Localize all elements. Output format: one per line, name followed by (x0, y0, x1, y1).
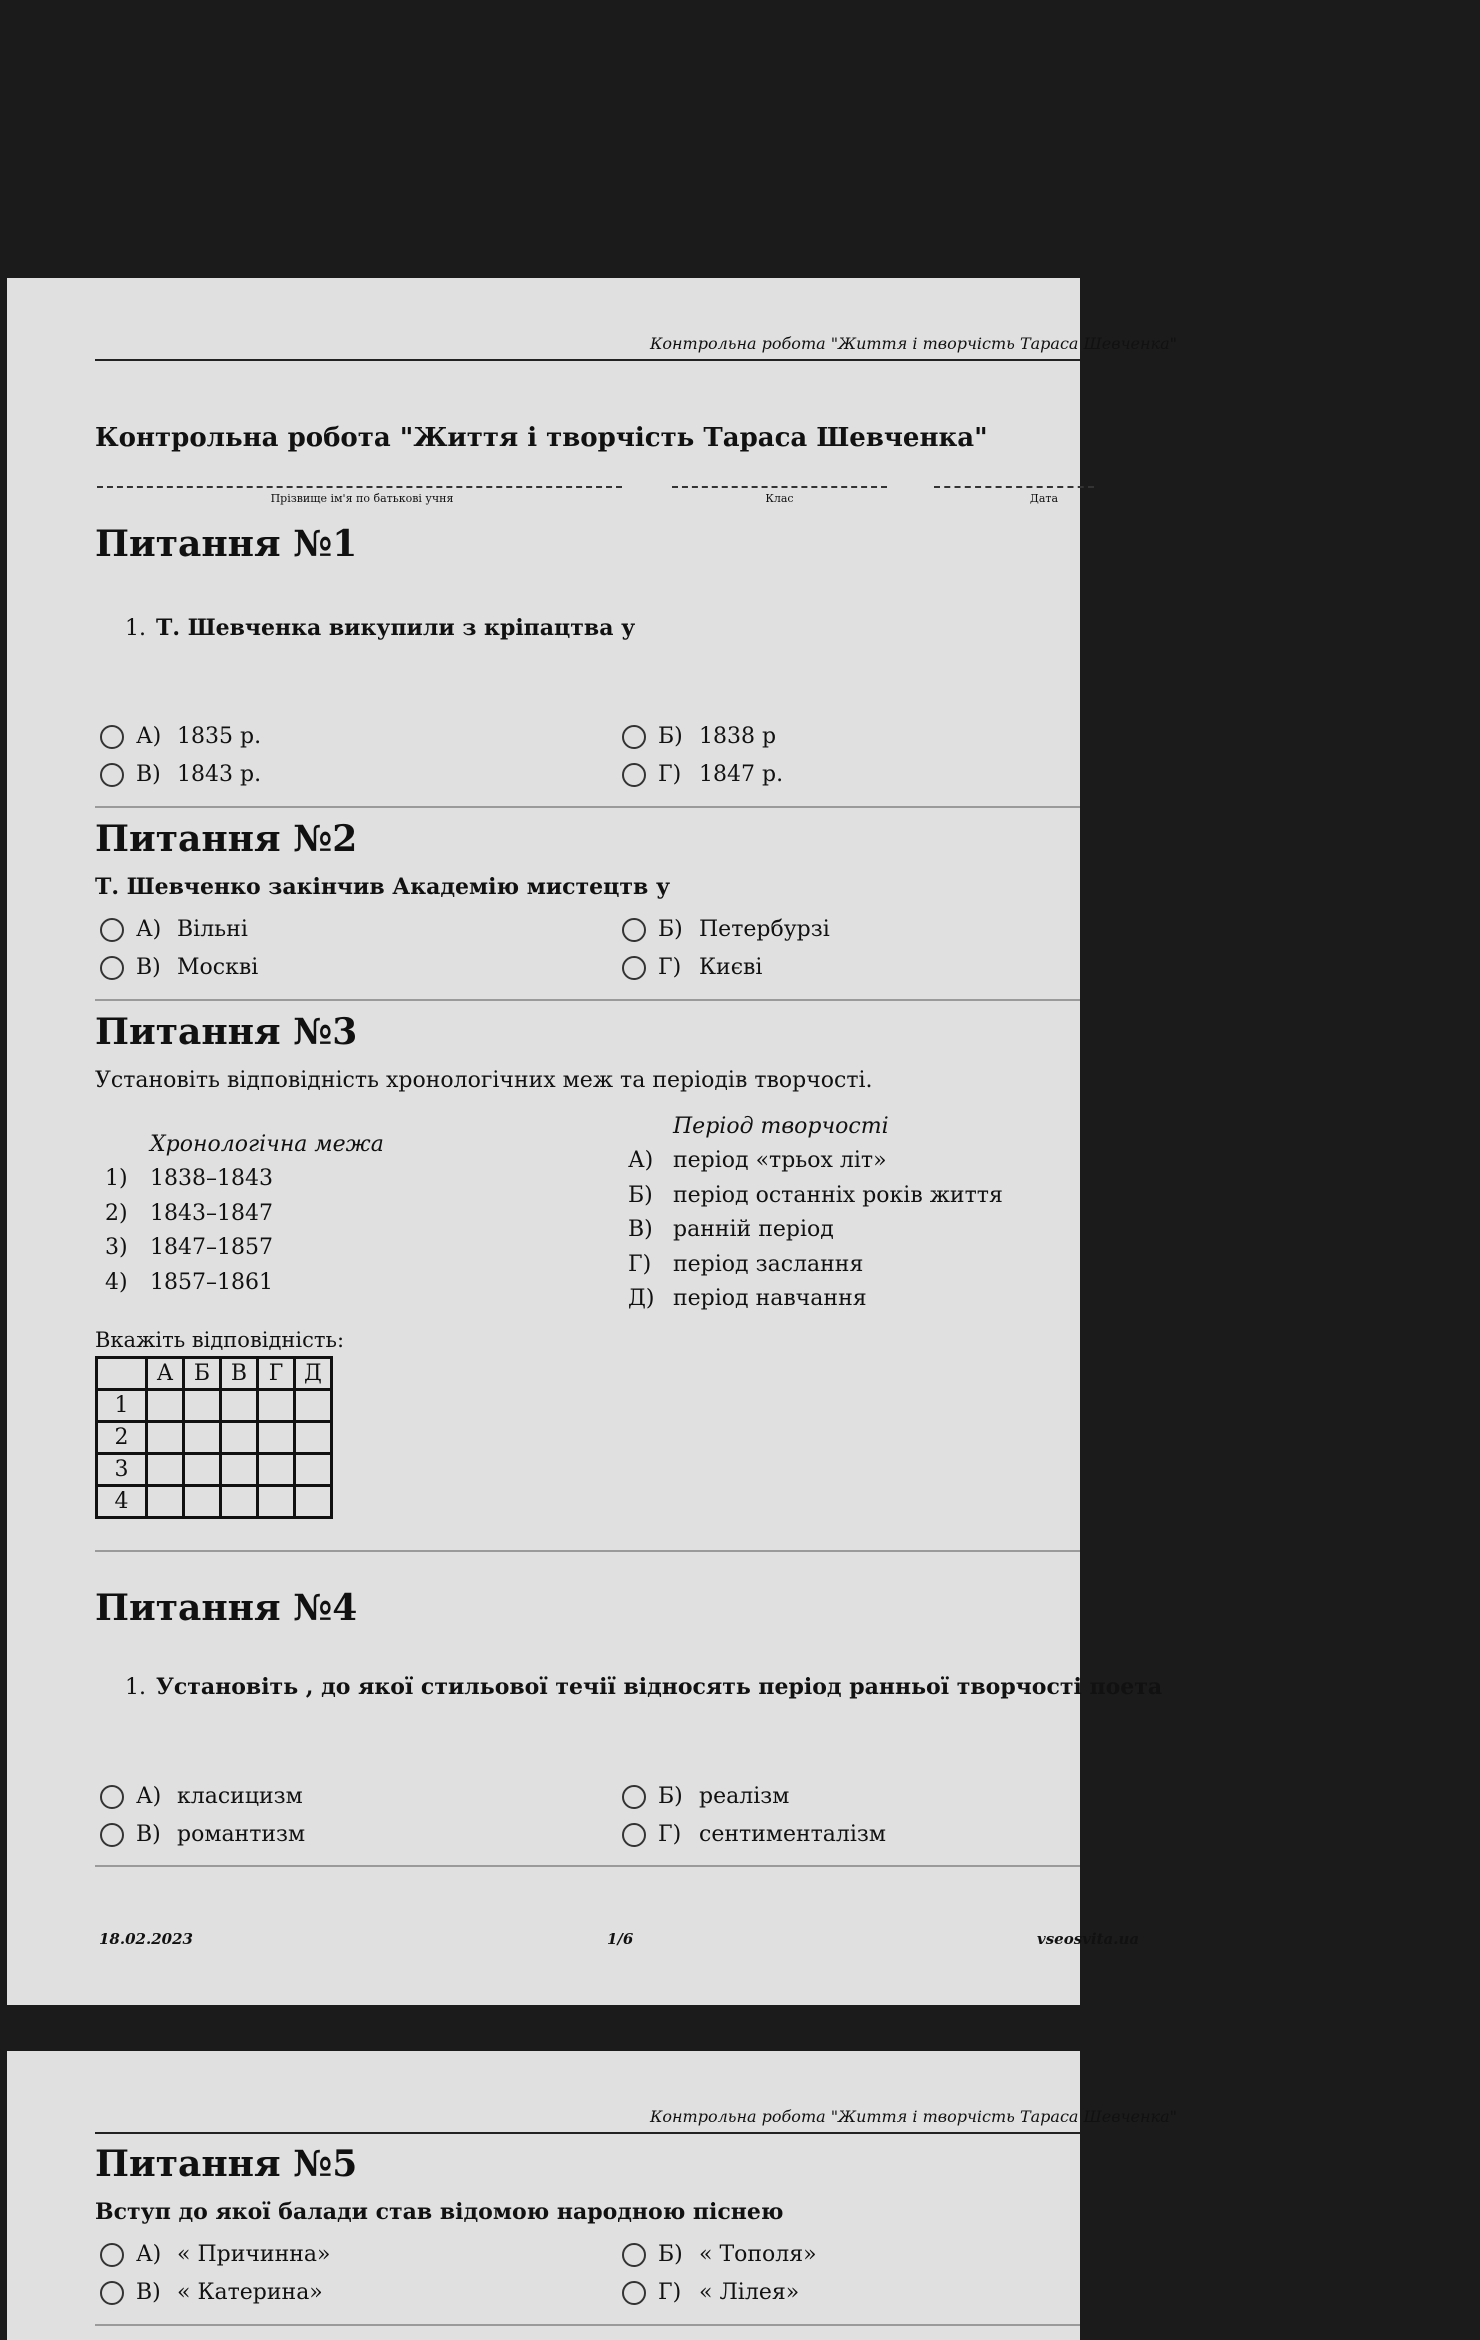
question-2-option-b[interactable]: Б) Петербурзі (622, 917, 830, 942)
grid-cell[interactable] (184, 1454, 221, 1486)
period-item: Г) період заслання (628, 1252, 864, 1277)
radio-icon[interactable] (622, 725, 646, 749)
grid-row-header: 3 (97, 1454, 147, 1486)
grid-cell[interactable] (258, 1422, 295, 1454)
grid-cell[interactable] (147, 1390, 184, 1422)
document-page-2 (7, 2051, 1177, 2340)
radio-icon[interactable] (100, 725, 124, 749)
radio-icon[interactable] (100, 1785, 124, 1809)
question-1-label: Т. Шевченка викупили з кріпацтва у (156, 615, 636, 641)
radio-icon[interactable] (100, 763, 124, 787)
question-4-heading: Питання №4 (95, 1587, 358, 1629)
answer-grid (95, 1356, 333, 1519)
chronology-item: 4) 1857–1861 (105, 1270, 273, 1295)
grid-row-header: 4 (97, 1486, 147, 1518)
grid-cell[interactable] (147, 1486, 184, 1518)
grid-header-row (97, 1358, 332, 1390)
chronology-header: Хронологічна межа (150, 1132, 384, 1157)
question-4-option-a[interactable]: А) класицизм (100, 1784, 303, 1809)
grid-cell[interactable] (221, 1422, 258, 1454)
divider (95, 1865, 1080, 1867)
grid-corner (97, 1358, 147, 1390)
grid-cell[interactable] (221, 1390, 258, 1422)
radio-icon[interactable] (622, 763, 646, 787)
running-header: Контрольна робота "Життя і творчість Тараса Шевченка" (650, 2107, 1177, 2126)
grid-cell[interactable] (221, 1454, 258, 1486)
radio-icon[interactable] (100, 1823, 124, 1847)
question-2-text: Т. Шевченко закінчив Академію мистецтв у (95, 874, 671, 900)
chronology-item: 1) 1838–1843 (105, 1166, 273, 1191)
grid-row (97, 1422, 332, 1454)
question-4-option-d[interactable]: Г) сентименталізм (622, 1822, 886, 1847)
grid-cell[interactable] (147, 1422, 184, 1454)
grid-col-header: Б (184, 1358, 221, 1390)
radio-icon[interactable] (622, 2281, 646, 2305)
grid-cell[interactable] (184, 1486, 221, 1518)
question-2-option-d[interactable]: Г) Києві (622, 955, 762, 980)
period-item: Д) період навчання (628, 1286, 867, 1311)
radio-icon[interactable] (100, 956, 124, 980)
grid-cell[interactable] (295, 1486, 332, 1518)
question-4-number: 1. (125, 1675, 146, 1700)
grid-cell[interactable] (147, 1454, 184, 1486)
footer-site: vseosvita.ua (1037, 1930, 1140, 1948)
class-label: Клас (765, 492, 794, 505)
grid-cell[interactable] (295, 1454, 332, 1486)
question-1-option-d[interactable]: Г) 1847 р. (622, 762, 783, 787)
class-line (672, 486, 887, 488)
question-5-option-c[interactable]: В) « Катерина» (100, 2280, 323, 2305)
radio-icon[interactable] (100, 2243, 124, 2267)
footer-date: 18.02.2023 (99, 1930, 193, 1948)
question-4-text (125, 1674, 1162, 1700)
question-2-option-a[interactable]: А) Вільні (100, 917, 248, 942)
radio-icon[interactable] (100, 2281, 124, 2305)
grid-row-header: 1 (97, 1390, 147, 1422)
name-line (97, 486, 622, 488)
divider (95, 806, 1080, 808)
question-2-heading: Питання №2 (95, 818, 358, 860)
question-5-heading: Питання №5 (95, 2143, 358, 2185)
header-rule (95, 359, 1080, 361)
grid-cell[interactable] (184, 1422, 221, 1454)
radio-icon[interactable] (622, 956, 646, 980)
question-1-option-b[interactable]: Б) 1838 р (622, 724, 776, 749)
answer-label: Вкажіть відповідність: (95, 1328, 345, 1352)
period-item: А) період «трьох літ» (628, 1148, 887, 1173)
grid-col-header: Д (295, 1358, 332, 1390)
question-5-option-a[interactable]: А) « Причинна» (100, 2242, 331, 2267)
grid-cell[interactable] (221, 1486, 258, 1518)
document-page-1 (7, 278, 1177, 2005)
radio-icon[interactable] (622, 918, 646, 942)
radio-icon[interactable] (622, 1823, 646, 1847)
period-header: Період творчості (673, 1114, 889, 1139)
document-title: Контрольна робота "Життя і творчість Тараса Шевченка" (95, 423, 988, 453)
question-3-heading: Питання №3 (95, 1011, 358, 1053)
grid-row-header: 2 (97, 1422, 147, 1454)
question-4-label: Установіть , до якої стильової течії відносять період ранньої творчості поета (156, 1674, 1163, 1700)
name-label: Прізвище ім'я по батькові учня (270, 492, 454, 505)
radio-icon[interactable] (100, 918, 124, 942)
question-1-heading: Питання №1 (95, 523, 358, 565)
radio-icon[interactable] (622, 2243, 646, 2267)
grid-cell[interactable] (258, 1486, 295, 1518)
divider (95, 1550, 1080, 1552)
period-item: Б) період останніх років життя (628, 1183, 1003, 1208)
grid-row (97, 1390, 332, 1422)
footer-page-number: 1/6 (607, 1930, 634, 1948)
grid-col-header: Г (258, 1358, 295, 1390)
question-5-text: Вступ до якої балади став відомою народною піснею (95, 2199, 784, 2225)
chronology-item: 3) 1847–1857 (105, 1235, 273, 1260)
grid-cell[interactable] (184, 1390, 221, 1422)
question-1-option-a[interactable]: А) 1835 р. (100, 724, 261, 749)
grid-cell[interactable] (258, 1454, 295, 1486)
period-item: В) ранній період (628, 1217, 834, 1242)
question-1-text (125, 615, 635, 641)
question-5-option-d[interactable]: Г) « Лілея» (622, 2280, 799, 2305)
question-4-option-b[interactable]: Б) реалізм (622, 1784, 789, 1809)
grid-cell[interactable] (295, 1390, 332, 1422)
grid-row (97, 1486, 332, 1518)
question-1-option-c[interactable]: В) 1843 р. (100, 762, 261, 787)
date-label: Дата (1029, 492, 1059, 505)
question-3-text: Установіть відповідність хронологічних меж та періодів творчості. (95, 1068, 873, 1093)
grid-row (97, 1454, 332, 1486)
question-1-number: 1. (125, 616, 146, 641)
date-line (934, 486, 1094, 488)
grid-cell[interactable] (258, 1390, 295, 1422)
grid-cell[interactable] (295, 1422, 332, 1454)
grid-col-header: А (147, 1358, 184, 1390)
divider (95, 2324, 1080, 2326)
chronology-item: 2) 1843–1847 (105, 1201, 273, 1226)
header-rule (95, 2132, 1080, 2134)
running-header: Контрольна робота "Життя і творчість Тараса Шевченка" (650, 334, 1177, 353)
question-5-option-b[interactable]: Б) « Тополя» (622, 2242, 817, 2267)
divider (95, 999, 1080, 1001)
question-4-option-c[interactable]: В) романтизм (100, 1822, 305, 1847)
radio-icon[interactable] (622, 1785, 646, 1809)
grid-col-header: В (221, 1358, 258, 1390)
question-2-option-c[interactable]: В) Москві (100, 955, 258, 980)
